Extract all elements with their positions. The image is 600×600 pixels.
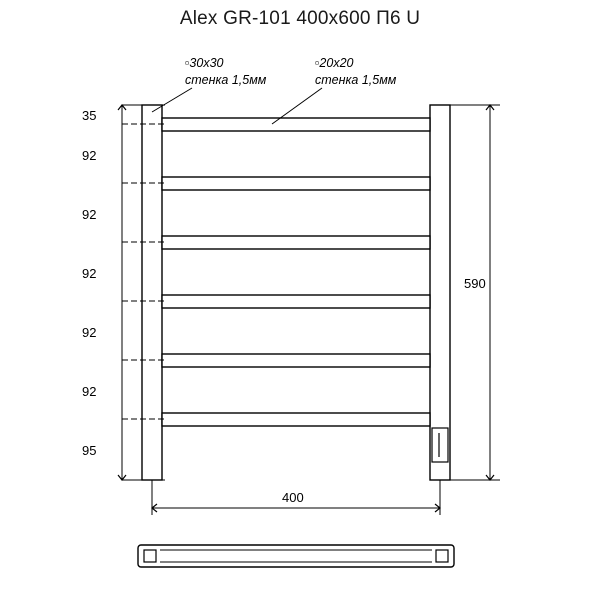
callout-right: [315, 56, 397, 87]
dim-label-1: 92: [82, 148, 97, 163]
vertical-dimension-labels: [82, 108, 96, 458]
rail-4: [162, 295, 430, 308]
width-dimension-label: 400: [282, 490, 304, 505]
rail-2: [162, 177, 430, 190]
front-view: [142, 105, 450, 480]
rail-1: [162, 118, 430, 131]
callout-left: [185, 56, 267, 87]
connection-box: [432, 428, 448, 462]
dim-label-3: 92: [82, 266, 97, 281]
leader-left: [152, 88, 192, 112]
callout-right-line1: ▫20x20: [315, 56, 354, 70]
callout-left-line2: стенка 1,5мм: [185, 73, 267, 87]
dim-label-5: 92: [82, 384, 97, 399]
top-view-right-square: [436, 550, 448, 562]
rail-3: [162, 236, 430, 249]
callout-left-line1: ▫30x30: [185, 56, 224, 70]
right-vertical-post: [430, 105, 450, 480]
height-dimension-label: 590: [464, 276, 486, 291]
top-view: [138, 545, 454, 567]
dim-label-2: 92: [82, 207, 97, 222]
left-vertical-post: [142, 105, 162, 480]
top-view-body: [138, 545, 454, 567]
dim-label-0: 35: [82, 108, 97, 123]
height-dimension-group: [450, 105, 500, 480]
dim-label-6: 95: [82, 443, 97, 458]
rail-5: [162, 354, 430, 367]
page-title: Alex GR-101 400x600 П6 U: [179, 8, 421, 29]
dim-label-4: 92: [82, 325, 97, 340]
rail-6: [162, 413, 430, 426]
callout-right-line2: стенка 1,5мм: [315, 73, 397, 87]
top-view-left-square: [144, 550, 156, 562]
